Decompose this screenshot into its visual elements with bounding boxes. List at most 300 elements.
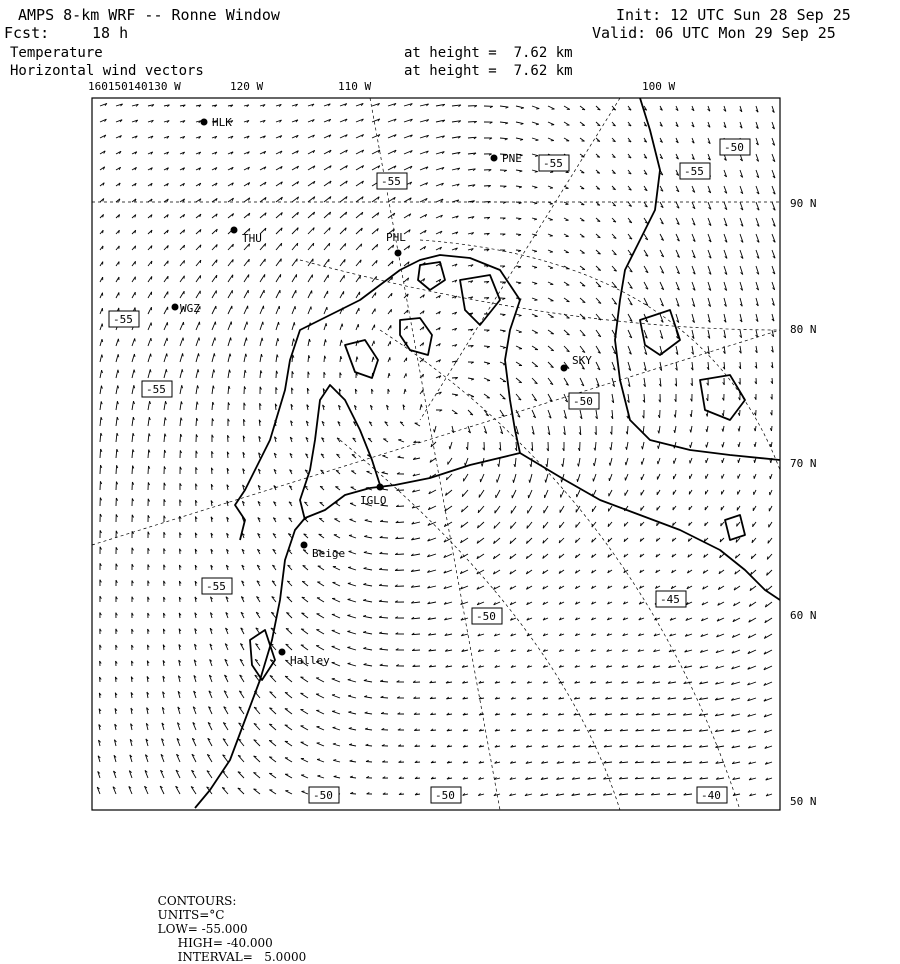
wind-vector	[363, 616, 372, 618]
wind-vector	[511, 506, 516, 513]
wind-vector	[212, 260, 217, 266]
wind-vector	[548, 138, 554, 141]
contour-label	[539, 155, 569, 171]
station-thu	[231, 227, 262, 246]
wind-vector-head	[455, 395, 458, 396]
wind-vector-head	[285, 692, 288, 693]
wind-vector	[316, 678, 324, 682]
svg-text:-55: -55	[684, 165, 704, 178]
wind-vector-head	[151, 354, 152, 357]
wind-vector	[148, 369, 150, 378]
wind-vector	[332, 614, 340, 618]
wind-vector	[365, 713, 372, 714]
wind-vector-head	[198, 369, 199, 372]
station-hlk	[201, 116, 233, 129]
wind-vector	[516, 138, 523, 139]
graticule	[92, 98, 780, 810]
wind-vector	[301, 693, 309, 698]
wind-vector-head	[738, 460, 739, 463]
lat-label: 60 N	[790, 609, 817, 622]
wind-vector	[222, 771, 228, 778]
wind-vector	[658, 458, 660, 464]
wind-vector-head	[347, 631, 350, 632]
wind-vector	[212, 306, 216, 314]
wind-vector-head	[642, 446, 643, 449]
wind-vector	[349, 745, 356, 746]
wind-vector	[212, 386, 213, 394]
contours-title: CONTOURS:	[158, 894, 237, 908]
contour-label	[656, 591, 686, 607]
wind-vector-head	[434, 429, 435, 432]
wind-vector	[276, 355, 277, 363]
wind-vector	[285, 741, 292, 746]
wind-vector	[340, 259, 345, 266]
wind-vector	[132, 449, 133, 458]
wind-vector	[324, 323, 326, 330]
wind-vector	[116, 354, 118, 362]
wind-vector	[301, 710, 309, 715]
wind-vector	[611, 442, 612, 450]
wind-vector	[100, 324, 102, 330]
svg-text:-55: -55	[113, 313, 133, 326]
weddell-coast	[520, 453, 780, 600]
wind-vector	[348, 696, 356, 698]
wind-vector-head	[657, 523, 658, 526]
wind-vector	[350, 503, 356, 506]
wind-vector-head	[102, 339, 103, 342]
wind-vector-head	[348, 695, 351, 696]
wind-vector	[148, 292, 152, 298]
meridian-line	[370, 98, 500, 810]
wind-vector	[301, 645, 308, 650]
wind-vector-head	[246, 354, 247, 357]
wind-vector	[132, 370, 134, 378]
wind-vector-head	[421, 404, 422, 407]
contour-label	[202, 578, 232, 594]
wind-vector	[356, 276, 360, 282]
wind-vector-head	[534, 267, 537, 268]
wind-vector	[497, 474, 500, 483]
wind-vector	[610, 458, 612, 466]
wind-vector-head	[342, 324, 343, 327]
wind-vector-head	[349, 744, 352, 745]
wind-vector-head	[364, 664, 367, 665]
wind-vector-head	[184, 260, 185, 263]
wind-vector-head	[706, 445, 707, 448]
wind-vector-head	[365, 520, 368, 521]
wind-vector	[180, 385, 182, 394]
wind-vector	[365, 729, 372, 730]
wind-vector-head	[363, 615, 366, 616]
wind-vector-head	[534, 300, 537, 301]
wind-vector	[512, 490, 516, 498]
wind-vector	[180, 322, 184, 330]
wind-vector-head	[117, 417, 118, 420]
wind-vector	[180, 353, 183, 362]
wind-vector	[332, 679, 340, 682]
wind-vector	[318, 566, 324, 570]
contours-footer	[150, 880, 312, 964]
wind-vector	[324, 307, 327, 314]
wind-vector	[324, 291, 328, 298]
wind-vector	[148, 466, 149, 474]
wind-vector-head	[182, 385, 183, 388]
wind-vector-head	[333, 743, 336, 744]
wind-vector-head	[135, 246, 136, 249]
wind-vector	[516, 122, 523, 124]
wind-vector	[301, 759, 308, 762]
wind-vector	[269, 740, 276, 746]
wind-vector	[228, 386, 229, 394]
contours-interval: INTERVAL= 5.0000	[178, 950, 307, 964]
wind-vector	[180, 401, 181, 410]
wind-vector	[286, 644, 292, 650]
wind-vector-head	[302, 581, 305, 582]
wind-vector	[100, 386, 101, 394]
wind-vector	[180, 418, 181, 426]
wind-vector	[228, 275, 233, 282]
wind-vector	[116, 339, 118, 346]
wind-vector	[180, 338, 183, 346]
wind-vector	[528, 506, 532, 513]
meridian-line	[92, 330, 780, 545]
wind-vector	[164, 401, 166, 410]
wind-vector-head	[347, 615, 350, 616]
wind-vector	[334, 777, 340, 778]
wind-vector	[292, 243, 298, 250]
wind-vector	[627, 426, 628, 434]
wind-vector	[333, 583, 341, 587]
wind-vector-head	[365, 728, 368, 729]
wind-vector-head	[674, 430, 675, 433]
wind-vector	[356, 260, 361, 266]
wind-vector	[292, 228, 298, 234]
wind-vector-head	[102, 355, 103, 358]
wind-vector-head	[341, 340, 342, 343]
wind-vector-head	[294, 322, 295, 325]
wind-vector	[364, 665, 372, 667]
wind-vector	[285, 676, 292, 682]
wind-vector	[238, 772, 244, 778]
svg-text:PHL: PHL	[386, 231, 406, 244]
wind-vector-head	[752, 540, 753, 543]
wind-vector-head	[254, 773, 257, 774]
wind-vector-head	[471, 379, 474, 380]
wind-vector	[292, 212, 298, 218]
wind-vector-head	[527, 526, 528, 529]
wind-vector	[244, 275, 249, 283]
wind-vector-head	[102, 370, 103, 373]
wind-vector-head	[449, 446, 450, 449]
wind-vector	[462, 490, 468, 497]
wind-vector-head	[320, 502, 323, 503]
wind-vector	[548, 122, 554, 125]
wind-vector-head	[215, 338, 216, 341]
wind-vector-head	[519, 316, 522, 317]
valid-time: Valid: 06 UTC Mon 29 Sep 25	[592, 24, 836, 42]
wind-vector-head	[534, 251, 537, 252]
lon-label: 120 W	[230, 80, 263, 93]
wind-vector	[364, 568, 372, 570]
wind-vector	[244, 306, 248, 314]
wind-vector	[254, 740, 260, 746]
wind-vector	[356, 324, 358, 330]
contour-label	[697, 787, 727, 803]
lat-label: 90 N	[790, 197, 817, 210]
wind-vector-head	[545, 480, 546, 483]
wind-vector-head	[519, 332, 522, 333]
wind-vector	[132, 401, 134, 410]
wind-vector-head	[770, 476, 771, 479]
wind-vector	[380, 681, 388, 682]
wind-vector-head	[167, 354, 168, 357]
wind-vector-head	[285, 676, 288, 677]
wind-vector	[308, 355, 309, 362]
wind-vector	[116, 417, 117, 426]
wind-vector	[285, 709, 292, 714]
wind-vector	[349, 552, 356, 555]
wind-vector	[196, 385, 198, 394]
wind-vector	[212, 353, 214, 362]
wind-vector-head	[405, 389, 406, 392]
wind-vector-head	[478, 510, 479, 513]
wind-vector-head	[348, 583, 351, 584]
wind-vector-head	[536, 109, 539, 110]
wind-vector-head	[690, 445, 691, 448]
wind-vector	[317, 614, 324, 618]
wind-vector	[529, 490, 533, 498]
map-title: AMPS 8-km WRF -- Ronne Window	[18, 6, 280, 24]
wind-vector	[363, 584, 372, 586]
wind-vector	[381, 697, 388, 698]
wind-vector-head	[577, 479, 578, 482]
wind-vector	[164, 292, 168, 299]
wind-vector	[244, 259, 249, 266]
wind-vector	[228, 322, 231, 330]
wind-vector-head	[521, 108, 524, 109]
wind-vector	[317, 582, 324, 586]
contours-units: UNITS=°C	[158, 908, 225, 922]
wind-vector	[316, 630, 324, 634]
wind-vector	[196, 402, 197, 410]
wind-vector-head	[200, 260, 201, 263]
wind-vector	[116, 465, 117, 474]
wind-vector	[196, 338, 199, 347]
wind-vector	[276, 338, 278, 346]
wind-vector	[196, 260, 201, 266]
wind-vector	[450, 442, 452, 449]
wind-vector	[164, 338, 167, 346]
wind-vector	[625, 474, 628, 480]
wind-vector-head	[498, 464, 499, 467]
wind-vector-head	[134, 354, 135, 357]
wind-vector	[212, 291, 216, 299]
wind-vector	[270, 692, 276, 698]
wind-vector-head	[462, 494, 463, 497]
wind-vector	[308, 339, 309, 346]
wind-vector-head	[279, 322, 280, 325]
wind-vector	[356, 228, 362, 234]
wind-vector-head	[302, 597, 305, 598]
wind-vector	[545, 490, 548, 498]
wind-vector	[626, 458, 628, 465]
station-sky	[561, 354, 593, 372]
wind-vector-head	[199, 338, 200, 341]
wind-vector	[100, 339, 102, 346]
wind-vector	[340, 324, 342, 330]
svg-text:-40: -40	[701, 789, 721, 802]
wind-vector	[292, 259, 297, 266]
wind-vector-head	[165, 417, 166, 420]
station-pne	[491, 152, 522, 165]
wind-vector	[301, 726, 308, 730]
svg-text:WGZ: WGZ	[180, 302, 200, 315]
wind-vector-head	[389, 373, 390, 376]
wind-vector	[148, 323, 151, 330]
wind-vector-head	[117, 401, 118, 404]
svg-text:-55: -55	[206, 580, 226, 593]
wind-vector	[340, 291, 344, 298]
wind-vector-head	[770, 460, 771, 463]
wind-vector-head	[325, 339, 326, 342]
wind-vector	[516, 106, 524, 108]
wind-vector	[495, 506, 500, 513]
wind-vector-head	[578, 464, 579, 467]
wind-vector	[496, 490, 500, 498]
wind-vector	[301, 742, 308, 746]
wind-vector-head	[593, 463, 594, 466]
wind-vector	[532, 122, 539, 124]
wind-vector	[269, 708, 276, 714]
wind-vector-head	[199, 353, 200, 356]
wind-vector	[212, 402, 213, 410]
contour-label	[569, 393, 599, 409]
wind-vector	[100, 417, 101, 426]
wind-vector-head	[535, 366, 538, 367]
wind-vector-head	[269, 757, 272, 758]
wind-vector-head	[597, 157, 600, 158]
wind-vector-head	[231, 338, 232, 341]
wind-vector-head	[503, 331, 506, 332]
wind-vector	[324, 275, 328, 282]
wind-vector	[132, 354, 134, 362]
wind-vector	[340, 243, 346, 250]
wind-vector	[260, 338, 262, 346]
wind-vector	[333, 744, 340, 746]
wind-vector	[380, 665, 388, 666]
wind-vector	[228, 370, 229, 378]
wind-vector	[164, 354, 167, 363]
wind-vector	[132, 417, 133, 426]
wind-vector-head	[576, 525, 577, 528]
wind-vector	[577, 490, 580, 497]
wind-vector	[260, 306, 264, 314]
wind-vector	[100, 465, 101, 474]
wind-vector-head	[326, 323, 327, 326]
wind-vector	[222, 787, 228, 794]
wind-vector-head	[721, 523, 722, 526]
lon-label: 100 W	[642, 80, 675, 93]
wind-vector	[244, 290, 248, 298]
wind-vector-head	[246, 338, 247, 341]
wind-vector	[332, 695, 340, 698]
wind-vector	[379, 633, 388, 634]
wind-vector	[254, 773, 261, 779]
wind-vector	[285, 758, 292, 762]
wind-vector	[448, 458, 452, 465]
wind-vector	[494, 522, 500, 529]
svg-text:-50: -50	[313, 789, 333, 802]
wind-vector-head	[348, 663, 351, 664]
wind-vector	[464, 474, 469, 481]
wind-vector	[100, 355, 102, 362]
parallel-line	[300, 260, 780, 330]
wind-vector-head	[737, 523, 738, 526]
wind-vector	[292, 339, 294, 346]
wind-vector	[478, 506, 484, 513]
svg-text:Halley: Halley	[290, 654, 330, 667]
island-5	[640, 310, 680, 355]
contours-high: HIGH= -40.000	[178, 936, 273, 950]
wind-vector-head	[518, 267, 521, 268]
wind-vector-head	[347, 647, 350, 648]
wind-vector-head	[624, 523, 625, 526]
wind-vector-head	[329, 243, 330, 246]
wind-vector	[317, 776, 324, 778]
wind-vector-head	[597, 205, 600, 206]
wind-vector	[292, 306, 295, 314]
svg-text:HLK: HLK	[212, 116, 232, 129]
wind-vector	[347, 647, 356, 650]
wind-vector	[379, 601, 388, 602]
wind-vector	[332, 663, 340, 666]
map-frame	[92, 98, 780, 810]
wind-vector-head	[754, 460, 755, 463]
wind-vector-head	[535, 156, 538, 157]
wind-vector-head	[166, 401, 167, 404]
lat-label: 70 N	[790, 457, 817, 470]
wind-vector	[270, 676, 276, 682]
wind-vector-head	[249, 259, 250, 262]
wind-vector-head	[134, 385, 135, 388]
wind-vector-head	[705, 523, 706, 526]
wind-vector-head	[151, 338, 152, 341]
wind-vector	[308, 275, 313, 282]
wind-vector-field	[97, 103, 775, 796]
wind-vector	[116, 386, 118, 395]
wind-vector-head	[363, 583, 366, 584]
wind-vector-head	[597, 237, 600, 238]
wind-vector	[238, 788, 244, 794]
wind-vector-head	[102, 324, 103, 327]
wind-vector	[260, 290, 264, 298]
wind-vector-head	[313, 243, 314, 246]
wind-vector-head	[364, 680, 367, 681]
wind-vector	[332, 647, 340, 651]
wind-vector	[269, 773, 276, 778]
wind-vector-head	[535, 172, 538, 173]
wind-vector-head	[658, 431, 659, 434]
wind-vector	[212, 370, 214, 379]
parallel-line	[380, 330, 740, 810]
east-coast-north	[615, 98, 780, 460]
wind-vector-head	[345, 259, 346, 262]
wind-vector-head	[262, 338, 263, 341]
lat-label: 80 N	[790, 323, 817, 336]
wind-vector	[164, 307, 168, 314]
wind-vector	[228, 306, 232, 314]
wind-vector-head	[364, 536, 367, 537]
